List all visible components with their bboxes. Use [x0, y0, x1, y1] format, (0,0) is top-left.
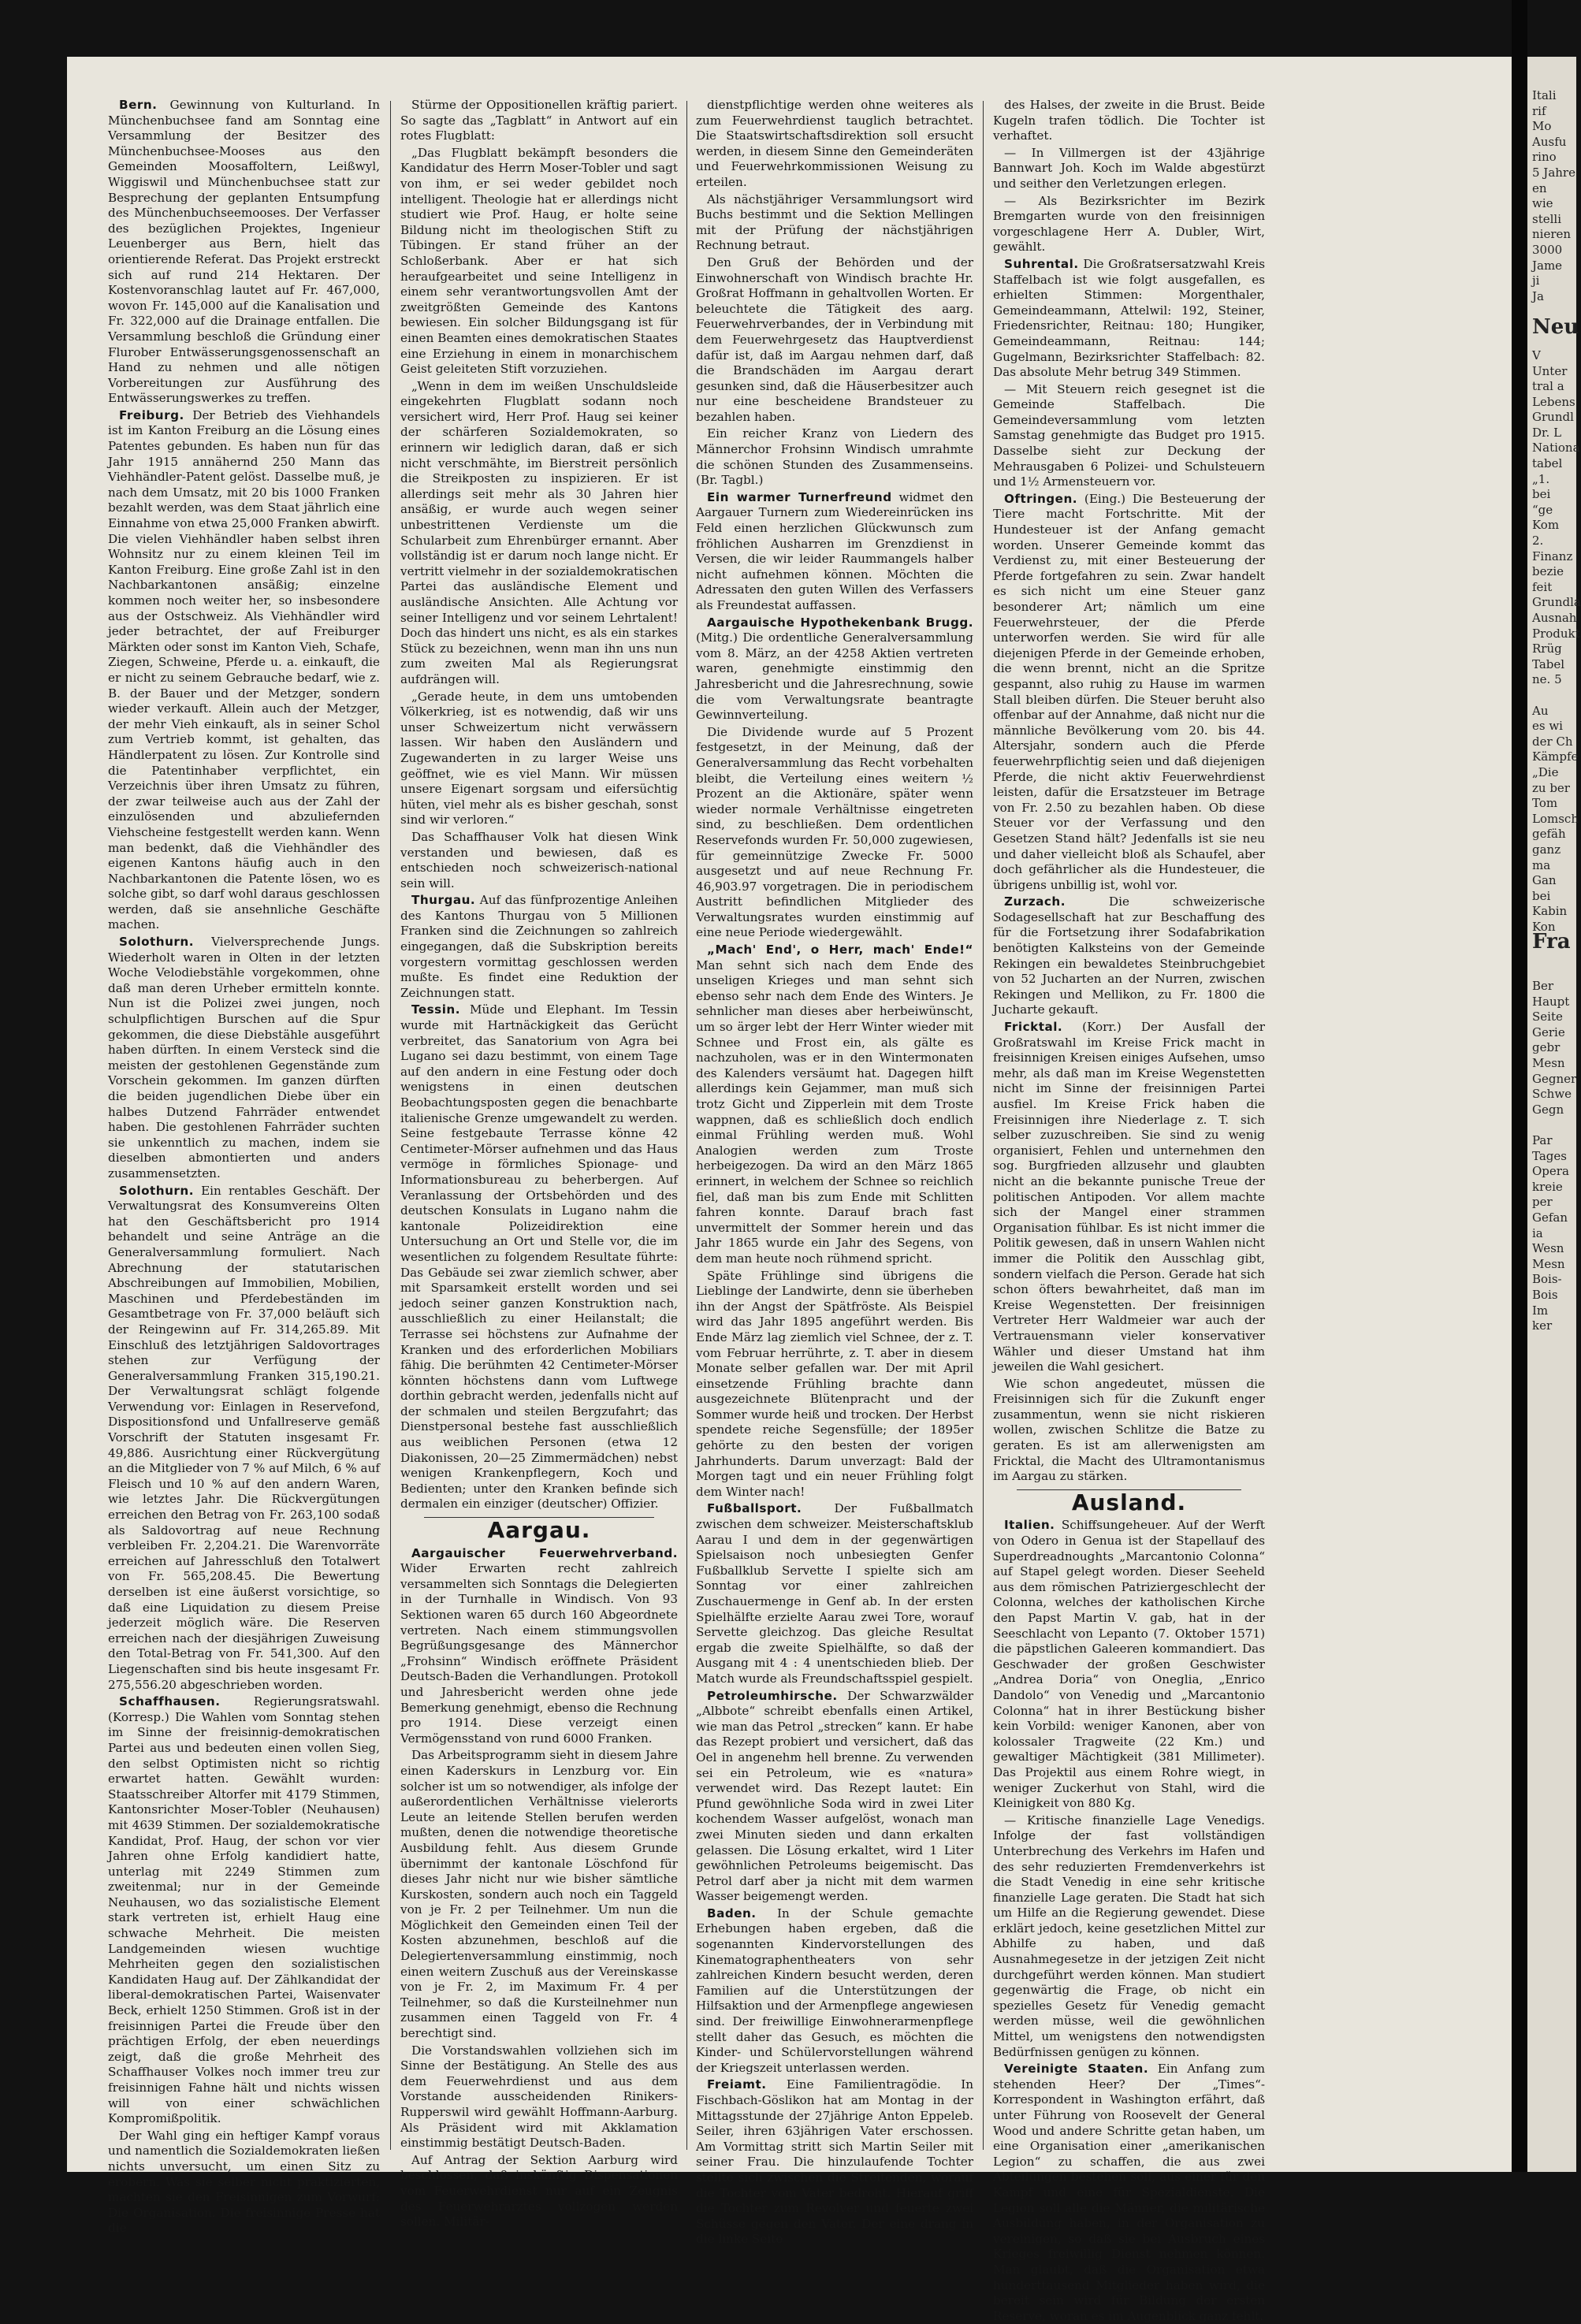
adjacent-text-line: Schwe: [1532, 1087, 1572, 1102]
adjacent-text-line: der Ch: [1532, 734, 1573, 749]
article-text: Auf Antrag der Sektion Aarburg wird beschlossen, daß inskünftig Dispensationen vom Feuerwehrdienst nur auf ein Zeugnis des Feuerwehrarztes vollzogen werden sollen. Militär-: [400, 2152, 678, 2229]
adjacent-text-line: ne. 5: [1532, 672, 1562, 687]
adjacent-text-line: Rrüg: [1532, 641, 1562, 656]
article-paragraph: [400, 690, 678, 828]
adjacent-text-line: Au: [1532, 703, 1549, 718]
article-dateline: Fußballsport.: [707, 1501, 802, 1516]
article-paragraph: [400, 2153, 678, 2230]
adjacent-text-line: Kon: [1532, 919, 1556, 934]
article-text: widmet den Aargauer Turnern zum Wiedereinrücken ins Feld einen herzlichen Glückwunsch zum fröhlichen Ausharren im Grenzdienst in Versen, die wir leider Raummangels halber nicht aufnehmen können. Möchten die Adressaten den guten Willen des Verfassers als Freundestat auffassen.: [696, 489, 973, 612]
section-heading: Ausland.: [1071, 1489, 1187, 1515]
article-text: Späte Frühlinge sind übrigens die Lieblinge der Landwirte, denn sie überheben ihn der Angst der Spätfröste. Als Beispiel wird das Jahr 1895 angeführt werden. Bis Ende März lag ziemlich viel Schnee, der z. T. vom Februar herrührte, z. T. aber in diesem Monate selber gefallen war. Der mit April einsetzende Frühling brachte dann ausgezeichnete Blütenpracht und der Sommer wurde heiß und trocken. Der Herbst spendete reiche Segensfülle; der 1895er gehörte zu den besten der vorigen Jahrhunderts. Darum unverzagt: Bald der Morgen tagt und ein neuer Frühling folgt dem Winter nach!: [696, 1268, 973, 1499]
adjacent-text-line: Dr. L: [1532, 425, 1562, 440]
adjacent-text-line: 3000: [1532, 242, 1563, 257]
article-dateline: Ein warmer Turnerfreund: [707, 489, 892, 504]
article-text: Vielversprechende Jungs. Wiederholt waren in Olten in der letzten Woche Velodiebstähle vorgekommen, ohne daß man deren Urheber ermitteln konnte. Nun ist die Polizei zwei jungen, noch schulpflichtigen Burschen auf die Spur gekommen, die diese Diebstähle ausgeführt haben dürften. In einem Versteck sind die meisten der gestohlenen Gegenstände zum Vorschein gekommen. Im ganzen dürften die beiden jugendlichen Diebe über ein halbes Dutzend Fahrräder entwendet haben. Die gestohlenen Fahrräder suchten sie unkenntlich zu machen, indem sie dieselben abmontierten und anders zusammensetzten.: [108, 935, 380, 1181]
adjacent-text-line: Grundla: [1532, 595, 1581, 610]
article-text: — Als Bezirksrichter im Bezirk Bremgarten wurde von den freisinnigen vorgeschlagene Herr A. Dubler, Wirt, gewählt.: [993, 193, 1265, 255]
article-dateline: Freiamt.: [707, 2077, 767, 2092]
adjacent-text-line: 2.: [1532, 534, 1544, 548]
adjacent-text-line: ia: [1532, 1225, 1543, 1240]
article-text: Die Dividende wurde auf 5 Prozent festgesetzt, in der Meinung, daß der Generalversammlung das Recht vorbehalten bleibt, die Verteilung eines weitern ½ Prozent an die Aktionäre, später wenn wieder normale Verhältnisse eingetreten sind, zu beschließen. Dem ordentlichen Reservefonds wurden Fr. 50,000 zugewiesen, für gemeinnützige Zwecke Fr. 5000 ausgesetzt und auf neue Rechnung Fr. 46,903.97 vorgetragen. Die in periodischem Austritt befindlichen Mitglieder des Verwaltungsrates wurden einstimmig auf eine neue Periode wiedergewählt.: [696, 724, 973, 940]
article-text: (Korr.) Der Ausfall der Großratswahl im Kreise Frick macht in freisinnigen Kreisen einiges Aufsehen, umso mehr, als daß man im Kreise Wegenstetten nicht im Sinne der freisinnigen Partei ausfiel. Im Kreise Frick haben die Freisinnigen ihre Niederlage z. T. sich selber zuzuschreiben. Sie sind zu wenig organisiert, Fehlen und unternehmen den sog. Burgfrieden allzusehr und glaubten nicht an die bekannte punische Treue der politischen Antipoden. Vor allem machte sich der Mangel einer strammen Organisation fühlbar. Es ist nicht immer die Politik gewesen, daß in unsern Wahlen nicht immer die Politik den Ausschlag gibt, sondern vielfach die Person. Gerade hat sich schon öfters bewahrheitet, daß man im Kreise Wegenstetten. Der freisinnigen Vertreter Herr Waldmeier war auch der Vertrauensmann vieler konservativer Wähler und dieser Umstand hat ihm jeweilen die Wahl gesichert.: [993, 1020, 1265, 1374]
article-text: — Mit Steuern reich gesegnet ist die Gemeinde Staffelbach. Die Gemeindeversammlung vom letzten Samstag genehmigte das Budget pro 1915. Dasselbe sieht zur Deckung der Mehrausgaben 6 Polizei- und Schulsteuern und 1½ Armensteuern vor.: [993, 381, 1265, 489]
article-text: Auf das fünfprozentige Anleihen des Kantons Thurgau von 5 Millionen Franken sind die Zeichnungen so zahlreich eingegangen, daß die Subskription bereits vorgestern vormittag geschlossen werden mußte. Es findet eine Reduktion der Zeichnungen statt.: [400, 893, 678, 1000]
article-paragraph: [993, 2062, 1265, 2324]
article-paragraph: [400, 1748, 678, 2041]
article-paragraph: [696, 255, 973, 426]
article-text: Ein Anfang zum stehenden Heer? Der „Times“-Korrespondent in Washington erfährt, daß unter Führung von Roosevelt der General Wood und andere Schritte getan haben, um eine Organisation einer „amerikanischen Legion“ zu schaffen, die aus zwei Abteilungen bestehen soll, aus einer für den Kampf und eine für Spezialdienste. Die Legion soll alle die Männer, die militärische Ausbildung haben, in der Organisation zu vereinigen, so daß sie bei Ausbruch eines Krieges freiwillig Dienst nehmen können. Man glaubt, daß die Organisation etwa hunderttausend Mitglieder haben wird, die bereit sein wird für Bildung der ersten Reserve, woran es im Augenblick ganz fehlt.: [993, 2062, 1265, 2323]
adjacent-text-line: „1.: [1532, 471, 1550, 486]
newspaper-page: [67, 57, 1512, 2323]
article-text: des Halses, der zweite in die Brust. Beide Kugeln trafen tödlich. Die Tochter ist verhaftet.: [993, 98, 1265, 143]
article-dateline: Suhrental.: [1004, 256, 1079, 271]
article-text: (Mitg.) Die ordentliche Generalversammlung vom 8. März, an der 4258 Aktien vertreten waren, genehmigte einstimmig den Jahresbericht und die Jahresrechnung, sowie die vom Verwaltungsrate beantragte Gewinnverteilung.: [696, 630, 973, 723]
adjacent-text-line: kreie: [1532, 1179, 1563, 1194]
adjacent-text-line: Tages: [1532, 1148, 1567, 1163]
column-4: [993, 98, 1265, 2323]
article-paragraph: [400, 893, 678, 1001]
article-text: Der Wahl ging ein heftiger Kampf voraus und namentlich die Sozialdemokraten ließen nichts unversucht, um einen Sitz zu erobern. Was sie selber nicht praktizierten, machten sie den Freisinnigen zum Vorwurf: Die Organisation. Die freisinnige Presse hat die: [108, 2128, 380, 2236]
article-paragraph: [993, 257, 1265, 381]
article-text: Regierungsratswahl. (Korresp.) Die Wahlen vom Sonntag stehen im Sinne der freisinnig-demokratischen Partei aus und bedeuten einen vollen Sieg, den selbst Optimisten nicht so richtig erwartet hatten. Gewählt wurden: Staatsschreiber Altorfer mit 4179 Stimmen, Kantonsrichter Moser-Tobler (Neuhausen) mit 4639 Stimmen. Der sozialdemokratische Kandidat, Prof. Haug, der schon vor vier Jahren ohne Erfolg kandidiert hatte, unterlag mit 2249 Stimmen zum zweitenmal; nur in der Gemeinde Neuhausen, wo das sozialistische Element stark vertreten ist, erhielt Haug eine schwache Mehrheit. Die meisten Landgemeinden wiesen wuchtige Mehrheiten gegen den sozialistischen Kandidaten Haug auf. Der Zählkandidat der liberal-demokratischen Partei, Waisenvater Beck, erhielt 1250 Stimmen. Groß ist in der freisinnigen Partei die Freude über den prächtigen Erfolg, der eben neuerdings zeigt, daß die große Mehrheit des Schaffhauser Volkes noch immer treu zur freisinnigen Fahne hält und nichts wissen will von einer schwächlichen Kompromißpolitik.: [108, 1694, 380, 2126]
article-text: Das Schaffhauser Volk hat diesen Wink verstanden und bewiesen, daß es entschieden noch schweizerisch-national sein will.: [400, 829, 678, 891]
article-dateline: Thurgau.: [411, 893, 476, 908]
article-paragraph: [993, 194, 1265, 255]
article-paragraph: [993, 1020, 1265, 1375]
adjacent-text-line: Bois-: [1532, 1272, 1562, 1287]
article-dateline: Petroleumhirsche.: [707, 1688, 838, 1703]
article-text: Eine Familientragödie. In Fischbach-Göslikon hat am Montag in der Mittagsstunde der 27jährige Anton Eppeleb. Seiler, ihren 63jährigen Vater erschossen. Am Vormittag stritt sich Martin Seiler mit seiner Frau. Die hinzulaufende Tochter stellte sich zwischen die Streitenden, worauf die Tochter vom Vater bedroht. Hierauf griff die Tochter zum Revolver und feuerte zwei Schüsse gegen den Vater. Der eine drang in die linke Seite: [696, 2077, 973, 2247]
adjacent-text-line: Unter: [1532, 363, 1568, 378]
article-text: Ein rentables Geschäft. Der Verwaltungsrat des Konsumvereins Olten hat den Geschäftsbericht pro 1914 behandelt und seine Anträge an die Generalversammlung formuliert. Nach Abrechnung der statutarischen Abschreibungen auf Immobilien, Mobilien, Maschinen und Pferdebeständen im Gesamtbetrage von Fr. 37,000 beläuft sich der Reingewinn auf Fr. 314,265.89. Mit Einschluß des letztjährigen Saldovortrages stehen zur Verfügung der Generalversammlung Franken 315,190.21. Der Verwaltungsrat schlägt folgende Verwendung vor: Einlagen in Reservefond, Dispositionsfond und Unfallreserve gemäß Vorschrift der Statuten insgesamt Fr. 49,886. Ausrichtung einer Rückvergütung an die Mitglieder von 7 % auf Milch, 6 % auf Fleisch und 10 % auf den andern Waren, wie letztes Jahr. Die Rückvergütungen erreichen den Betrag von Fr. 263,100 sodaß als Saldovortrag auf neue Rechnung verbleiben Fr. 2,204.21. Die Warenvorräte erreichen auf Jahresschluß den Totalwert von Fr. 565,208.45. Die Bewertung derselben ist eine äußerst vorsichtige, so daß eine Liquidation zu diesem Preise jederzeit möglich wäre. Die Reserven erreichen nach der diesjährigen Zuweisung den Total-Betrag von Fr. 541,300. Auf den Liegenschaften sind bis heute insgesamt Fr. 275,556.20 abgeschrieben worden.: [108, 1183, 380, 1692]
article-paragraph: [400, 2043, 678, 2151]
article-text: Der Fußballmatch zwischen dem schweizer. Meisterschaftsklub Aarau I und dem in der gegenwärtigen Spielsaison noch unbesiegten Genfer Fußballklub Servette I spielte sich am Sonntag vor einer zahlreichen Zuschauermenge in Genf ab. In der ersten Spielhälfte erzielte Aarau zwei Tore, worauf Servette gleichzog. Das gleiche Resultat ergab die zweite Spielhälfte, so daß der Ausgang mit 4 : 4 unentschieden blieb. Der Match wurde als Freundschaftsspiel gespielt.: [696, 1501, 973, 1686]
adjacent-text-line: [1532, 1117, 1576, 1133]
article-text: Die Vorstandswahlen vollziehen sich im Sinne der Bestätigung. An Stelle des aus dem Feuerwehrdienst und aus dem Vorstande ausscheidenden Rinikers-Rupperswil wird gewählt Hoffmann-Aarburg. Als Präsident wird mit Akklamation einstimmig bestätigt Deutsch-Baden.: [400, 2043, 678, 2151]
article-dateline: Oftringen.: [1004, 491, 1078, 506]
adjacent-text-line: Neu: [1532, 314, 1579, 339]
article-paragraph: [696, 426, 973, 488]
article-dateline: „Mach' End', o Herr, mach' Ende!“: [707, 943, 973, 957]
article-text: (Eing.) Die Besteuerung der Tiere macht Fortschritte. Mit der Hundesteuer ist der Anfang gemacht worden. Unserer Gemeinde kommt das Verdienst zu, mit einer Besteuerung der Pferde fortgefahren zu sein. Zwar handelt es sich nicht um eine Steuer ganz besonderer Art; nämlich um eine Feuerwehrsteuer, der die Pferde unterworfen werden. Sie wird für alle diejenigen Pferde in der Gemeinde erhoben, die wenn brennt, nicht an die Spritze gespannt, also ruhig zu Hause im warmen Stall bleiben dürfen. Die Steuer beruht also offenbar auf der Annahme, daß nicht nur die männliche Bevölkerung vom 20. bis 44. Altersjahr, sondern auch die Pferde feuerwehrpflichtig seien und daß diejenigen Pferde, die nicht aktiv Feuerwehrdienst leisten, dafür die Ersatzsteuer im Betrage von Fr. 2.50 zu bezahlen haben. Ob diese Steuer vor der Verfassung und den Gesetzen Stand hält? Jedenfalls ist sie neu und daher vielleicht bloß als Schaufel, aber doch gefährlicher als die Hundesteuer, die übrigens unbillig ist, wohl vor.: [993, 491, 1265, 892]
adjacent-text-line: Itali: [1532, 88, 1557, 102]
article-text: Der Schwarzwälder „Albbote“ schreibt ebenfalls einen Artikel, wie man das Petrol „strecken“ kann. Er habe das Rezept probiert und versichert, daß das Oel in angenehm hell brenne. Zu verwenden sei ein Petroleum, wie es «natura» verwendet wird. Das Rezept lautet: Ein Pfund gewöhnliche Soda wird in zwei Liter kochendem Wasser aufgelöst, wonach man zwei Minuten sieden und dann erkalten gelassen. Die Lösung erkaltet, wird 1 Liter gewöhnlichen Petroleums beigemischt. Das Petrol darf aber ja nicht mit dem warmen Wasser beigemengt werden.: [696, 1688, 973, 1904]
adjacent-text-line: Gegn: [1532, 1102, 1564, 1117]
column-2: [400, 98, 678, 2229]
adjacent-text-line: 5 Jahre: [1532, 165, 1575, 180]
article-dateline: Solothurn.: [119, 935, 194, 950]
article-text: Die schweizerische Sodagesellschaft hat zur Beschaffung des für die Fortsetzung ihrer Sodafabrikation benötigten Kalksteins von der Gemeinde Rekingen ein bewaldetes Steinbruchgebiet von 52 Jucharten an der Nurren, zwischen Rekingen und Mellikon, zu Fr. 1800 die Jucharte gekauft.: [993, 894, 1265, 1017]
article-dateline: Aargauischer Feuerwehrverband.: [411, 1545, 678, 1560]
adjacent-text-line: stelli: [1532, 211, 1561, 226]
article-paragraph: [400, 830, 678, 891]
adjacent-text-line: per: [1532, 1195, 1553, 1210]
adjacent-text-line: Finanz: [1532, 548, 1573, 563]
adjacent-text-line: Ja: [1532, 288, 1544, 303]
adjacent-text-line: Opera: [1532, 1164, 1569, 1179]
adjacent-text-line: Grundl: [1532, 410, 1574, 425]
adjacent-text-line: Kom: [1532, 518, 1560, 533]
article-text: Gewinnung von Kulturland. In Münchenbuchsee fand am Sonntag eine Versammlung der Besitzer des Münchenbuchsee-Mooses aus den Gemeinden Moosaffoltern, Leißwyl, Wiggiswil und Münchenbuchsee statt zur Besprechung der geplanten Entsumpfung des Münchenbuchseemooses. Der Verfasser des bezüglichen Projektes, Ingenieur Leuenberger aus Bern, hielt das orientierende Referat. Das Projekt erstreckt sich auf rund 214 Hektaren. Der Kostenvoranschlag lautet auf Fr. 467,000, wovon Fr. 145,000 auf die Kanalisation und Fr. 322,000 auf die Drainage entfallen. Die Versammlung beschloß die Gründung einer Flurober Entwässerungsgenossenschaft an Hand zu nehmen und alle nötigen Vorbereitungen zur Ausführung des Entwässerungswerkes zu treffen.: [108, 98, 380, 406]
adjacent-text-line: Gan: [1532, 873, 1557, 888]
adjacent-text-line: bei: [1532, 888, 1551, 903]
article-text: Müde und Elephant. Im Tessin wurde mit Hartnäckigkeit das Gerücht verbreitet, das Sanatorium von Agra bei Lugano sei dazu bestimmt, von einem Tage auf den andern in eine Festung oder doch wenigstens in einen deutschen Beobachtungsposten gegen die benachbarte italienische Grenze umgewandelt zu werden. Seine festgebaute Terrasse könne 42 Centimeter-Mörser aufnehmen und das Haus vermöge in förmliches Spionage- und Informationsbureau zu beherbergen. Auf Veranlassung der Ortsbehörden und des deutschen Konsulats in Lugano nahm die kantonale Polizeidirektion eine Untersuchung an Ort und Stelle vor, die im wesentlichen zu folgendem Resultate führte: Das Gebäude sei zwar ziemlich schwer, aber mit Sparsamkeit erstellt worden und sei jedoch seiner ganzen Konstruktion nach, ausschließlich zu einer Heilanstalt; die Terrasse sei höchstens zur Aufnahme der Kranken und des erforderlichen Mobiliars fähig. Die berühmten 42 Centimeter-Mörser könnten höchstens dann vom Luftwege dorthin gebracht werden, jedenfalls nicht auf der schmalen und steilen Bergzufahrt; das Dienstpersonal bestehe fast ausschließlich aus weiblichen Personen (etwa 12 Diakonissen, 20—25 Zimmermädchen) nebst wenigen Krankenpflegern, Koch und Bedienten; unter den Kranken befinde sich dermalen ein einziger (deutscher) Offizier.: [400, 1002, 678, 1512]
article-text: dienstpflichtige werden ohne weiteres als zum Feuerwehrdienst tauglich betrachtet. Die Staatswirtschaftsdirektion soll ersucht werden, in diesem Sinne den Gemeinderäten und Feuerwehrkommissionen Weisung zu erteilen.: [696, 98, 973, 189]
adjacent-text-line: Gerie: [1532, 1024, 1565, 1039]
article-paragraph: [696, 943, 973, 1266]
article-paragraph: [400, 1002, 678, 1512]
adjacent-text-line: Lebens: [1532, 394, 1575, 409]
adjacent-text-line: [1532, 688, 1576, 704]
article-paragraph: [108, 408, 380, 933]
adjacent-text-line: ma: [1532, 857, 1551, 872]
article-paragraph: [696, 1906, 973, 2077]
article-dateline: Schaffhausen.: [119, 1694, 221, 1709]
adjacent-page-edge: [1527, 57, 1581, 2172]
article-text: Das Arbeitsprogramm sieht in diesem Jahre einen Kaderskurs in Lenzburg vor. Ein solcher ist um so notwendiger, als infolge der außerordentlichen Verhältnisse vielerorts Leute an leitende Stellen berufen werden mußten, denen die notwendige theoretische Ausbildung fehlt. Aus diesem Grunde übernimmt der kantonale Löschfond für dieses Jahr nicht nur wie bisher sämtliche Kurskosten, sondern auch noch ein Taggeld von je Fr. 2 per Teilnehmer. Um nun die Möglichkeit den Gemeinden einen Teil der Kosten abzunehmen, beschloß auf die Delegiertenversammlung einstimmig, noch einen weitern Zuschuß aus der Vereinskasse von je Fr. 2, im Maximum Fr. 4 per Teilnehmer, so daß die Kursteilnehmer nun zusammen einen Taggeld von Fr. 4 berechtigt sind.: [400, 1748, 678, 2041]
adjacent-text-line: Haupt: [1532, 994, 1570, 1009]
article-dateline: Bern.: [119, 98, 158, 112]
adjacent-page-text: [1527, 57, 1581, 1334]
adjacent-text-line: Mo: [1532, 119, 1552, 134]
article-paragraph: [108, 1694, 380, 2127]
article-paragraph: [993, 894, 1265, 1018]
article-dateline: Aargauische Hypothekenbank Brugg.: [707, 615, 973, 630]
article-text: Man sehnt sich nach dem Ende des unseligen Krieges und man sehnt sich ebenso sehr nach dem Ende des Winters. Je sehnlicher man dieses aber herbeiwünscht, um so ärger lebt der Herr Winter wieder mit Schnee und Frost ein, als gälte es nachzuholen, was er in den Wintermonaten des Kalenders versäumt hat. Dagegen hilft allerdings kein Gejammer, man muß sich trotz Gicht und Zipperlein mit dem Troste wappnen, daß es schließlich doch endlich einmal Frühling werden muß. Wohl Analogien werden zum Troste herbeigezogen. Da wird an den März 1865 erinnert, in welchem der Schnee so reichlich fiel, daß man bis zum Ende mit Schlitten fahren konnte. Darauf brach fast unvermittelt der Sommer herein und das Jahr 1865 wurde ein Jahr des Segens, von dem man heute noch rühmend spricht.: [696, 957, 973, 1266]
adjacent-text-line: bei: [1532, 487, 1551, 502]
article-paragraph: [696, 1689, 973, 1905]
adjacent-text-line: Ber: [1532, 979, 1554, 994]
article-text: Wider Erwarten recht zahlreich versammelten sich Sonntags die Delegierten in der Turnhalle in Windisch. Von 93 Sektionen waren 65 durch 160 Abgeordnete vertreten. Nach einem stimmungsvollen Begrüßungsgesange des Männerchor „Frohsinn“ Windisch eröffnete Präsident Deutsch-Baden die Verhandlungen. Protokoll und Jahresbericht werden ohne jede Bemerkung genehmigt, ebenso die Rechnung pro 1914. Diese verzeigt einen Vermögensstand von rund 6000 Franken.: [400, 1561, 678, 1746]
article-text: „Das Flugblatt bekämpft besonders die Kandidatur des Herrn Moser-Tobler und sagt von ihm, er sei weder gebildet noch intelligent. Theologie hat er allerdings nicht studiert wie Prof. Haug, er holte seine Bildung nicht im theologischen Stift zu Tübingen. Er stand früher an der Schloßerbank. Aber er hat sich heraufgearbeitet und seine Intelligenz in einem sehr verantwortungsvollen Amt der zweitgrößten Gemeinde des Kantons bewiesen. Ein solcher Bildungsgang ist für einen Beamten eines demokratischen Staates eine Erziehung in einem in monarchischem Geist geleiteten Stift vorzuziehen.: [400, 145, 678, 377]
article-paragraph: [108, 98, 380, 407]
article-paragraph: [696, 725, 973, 941]
adjacent-text-line: gefäh: [1532, 827, 1566, 842]
article-paragraph: [696, 490, 973, 614]
adjacent-text-line: wie: [1532, 196, 1553, 211]
article-text: „Gerade heute, in dem uns umtobenden Völkerkrieg, ist es notwendig, daß wir uns unser Schweizertum nicht verwässern lassen. Wir haben den Ausländern und Zugewanderten in zu larger Weise uns geöffnet, wie es viel Mann. Wir müssen unsere Eigenart sorgsam und eifersüchtig hüten, viel mehr als es bisher geschah, sonst sind wir verloren.“: [400, 689, 678, 827]
article-paragraph: [993, 1813, 1265, 2061]
article-paragraph: [696, 98, 973, 191]
adjacent-text-line: Seite: [1532, 1010, 1563, 1024]
adjacent-text-line: Lomsch: [1532, 811, 1579, 826]
adjacent-text-line: Tom: [1532, 796, 1558, 811]
article-text: Als nächstjähriger Versammlungsort wird Buchs bestimmt und die Sektion Mellingen mit der Prüfung der nächstjährigen Rechnung betraut.: [696, 191, 973, 253]
adjacent-text-line: Jame: [1532, 258, 1563, 273]
adjacent-text-line: Gefan: [1532, 1210, 1568, 1225]
article-text: Die Großratsersatzwahl Kreis Staffelbach ist wie folgt ausgefallen, es erhielten Stimmen: Morgenthaler, Gemeindeammann, Attelwil: 192, Steiner, Friedensrichter, Reitnau: 180; Hungiker, Gemeindeammann, Reitnau: 144; Gugelmann, Bezirksrichter Staffelbach: 82. Das absolute Mehr betrug 349 Stimmen.: [993, 256, 1265, 380]
article-paragraph: [993, 492, 1265, 893]
adjacent-text-line: tabel: [1532, 456, 1563, 471]
adjacent-text-line: zu ber: [1532, 780, 1570, 795]
adjacent-text-line: Im: [1532, 1303, 1549, 1318]
adjacent-text-line: Nationa: [1532, 441, 1580, 456]
adjacent-text-line: en: [1532, 180, 1547, 195]
article-dateline: Baden.: [707, 1906, 757, 1921]
section-heading: Aargau.: [487, 1517, 591, 1544]
article-text: Den Gruß der Behörden und der Einwohnerschaft von Windisch brachte Hr. Großrat Hoffmann in gehaltvollen Worten. Er beleuchtete die Tätigkeit des aarg. Feuerwehrverbandes, der in Verbindung mit dem Feuerwehrgesetz das Hauptverdienst dafür ist, daß im Aargau nehmen darf, daß die Brandschäden im Aargau derart gesunken sind, daß die Häuserbesitzer auch nur eine bescheidene Brandsteuer zu bezahlen haben.: [696, 255, 973, 424]
adjacent-text-line: Tabel: [1532, 656, 1565, 671]
article-dateline: Fricktal.: [1004, 1020, 1063, 1035]
column-3: [696, 98, 973, 2247]
column-1: [108, 98, 380, 2236]
adjacent-text-line: Mesn: [1532, 1056, 1565, 1071]
adjacent-text-line: Produkt: [1532, 626, 1580, 641]
article-paragraph: [993, 98, 1265, 144]
article-dateline: Freiburg.: [119, 407, 184, 422]
article-dateline: Solothurn.: [119, 1183, 194, 1198]
article-paragraph: [696, 2077, 973, 2248]
article-text: Ein reicher Kranz von Liedern des Männerchor Frohsinn Windisch umrahmte die schönen Stunden des Zusammenseins. (Br. Tagbl.): [696, 426, 973, 488]
adjacent-text-line: tral a: [1532, 379, 1564, 394]
article-paragraph: [400, 1546, 678, 1747]
adjacent-text-line: rino: [1532, 150, 1557, 165]
article-paragraph: [108, 2129, 380, 2237]
adjacent-text-line: „Die: [1532, 764, 1559, 779]
adjacent-text-line: Wesn: [1532, 1241, 1564, 1256]
article-text: Stürme der Oppositionellen kräftig pariert. So sagte das „Tagblatt“ in Antwort auf ein rotes Flugblatt:: [400, 98, 678, 143]
adjacent-text-line: Bois: [1532, 1287, 1558, 1302]
column-divider: [390, 101, 391, 2150]
adjacent-text-line: Ausfu: [1532, 134, 1567, 149]
adjacent-text-line: Fra: [1532, 930, 1571, 954]
adjacent-text-line: V: [1532, 348, 1541, 363]
adjacent-text-line: ker: [1532, 1318, 1553, 1333]
adjacent-text-line: ganz: [1532, 842, 1561, 857]
article-paragraph: [400, 146, 678, 377]
adjacent-text-line: bezie: [1532, 564, 1564, 579]
adjacent-text-line: Ausnah: [1532, 611, 1577, 625]
adjacent-text-line: Kabin: [1532, 904, 1568, 919]
article-text: „Wenn in dem im weißen Unschuldsleide eingekehrten Flugblatt sodann noch versichert wird, Herr Prof. Haug sei keiner der schärferen Sozialdemokraten, so erinnern wir lediglich daran, daß er sich nicht verschmähte, im Bierstreit persönlich die Streikposten zu inspizieren. Er ist allerdings seit mehr als 30 Jahren hier ansäßig, er wurde auch wegen seiner unbestrittenen Verdienste um die Schularbeit zum Ehrenbürger ernannt. Aber vollständig ist er darum noch lange nicht. Er vertritt vielmehr in der sozialdemokratischen Partei das ausländische Element und ausländische Ansichten. Alle Achtung vor seiner Intelligenz und vor seinem Lehrtalent! Doch das hindert uns nicht, es als ein starkes Stück zu bezeichnen, wenn man ihn uns nun zum zweiten Mal als Regierungsrat aufdrängen will.: [400, 378, 678, 686]
article-paragraph: [993, 382, 1265, 490]
adjacent-text-line: gebr: [1532, 1040, 1561, 1055]
article-text: In der Schule gemachte Erhebungen haben ergeben, daß die sogenannten Kindervorstellungen des Kinematographentheaters von sehr zahlreichen Kindern besucht werden, deren Familien auf die Unterstützungen der Hilfsaktion und der Armenpflege angewiesen sind. Der freiwillige Einwohnerarmenpflege stellt daher das Gesuch, es möchten die Kinder- und Schülervorstellungen während der Kriegszeit unterlassen werden.: [696, 1906, 973, 2075]
adjacent-text-line: “ge: [1532, 502, 1553, 517]
article-dateline: Vereinigte Staaten.: [1004, 2062, 1149, 2077]
column-divider: [983, 101, 984, 2150]
article-paragraph: [108, 935, 380, 1182]
adjacent-text-line: Par: [1532, 1133, 1553, 1147]
adjacent-text-line: es wi: [1532, 719, 1563, 734]
article-text: Wie schon angedeutet, müssen die Freisinnigen sich für die Zukunft enger zusammentun, wenn sie nicht riskieren wollen, zwischen Schlitze die Batze zu geraten. Es ist am allerwenigsten am Fricktal, die Macht des Ultramontanismus im Aargau zu stärken.: [993, 1376, 1265, 1484]
article-text: — In Villmergen ist der 43jährige Bannwart Joh. Koch im Walde abgestürzt und seither den Verletzungen erlegen.: [993, 145, 1265, 191]
article-text: Schiffsungeheuer. Auf der Werft von Odero in Genua ist der Stapellauf des Superdreadnoughts „Marcantonio Colonna“ auf Stapel gelegt worden. Dieser Seeheld aus dem römischen Patriziergeschlecht der Colonna, welches der katholischen Kirche den Papst Martin V. gab, hat in der Seeschlacht von Lepanto (7. Oktober 1571) die päpstlichen Galeeren kommandiert. Das Geschwader der großen Geschwister „Andrea Doria“ von Oneglia, „Enrico Dandolo“ von Venedig und „Marcantonio Colonna“ hat in ihrer Bestückung bisher kein Vorbild: weniger Kanonen, aber von kolossaler Tragweite (22 Km.) und gewaltiger Mächtigkeit (381 Millimeter). Das Projektil aus einem Rohre wiegt, in weniger Zuckerhut von Stahl, wird die Kleinigkeit von 880 Kg.: [993, 1518, 1265, 1811]
adjacent-text-line: Mesn: [1532, 1256, 1565, 1271]
article-text: — Kritische finanzielle Lage Venedigs. Infolge der fast vollständigen Unterbrechung des Verkehrs im Hafen und des sehr reduzierten Fremdenverkehrs ist die Stadt Venedig in eine sehr kritische finanzielle Lage geraten. Die Stadt hat sich um Hilfe an die Regierung gewendet. Diese erklärt jedoch, keine gesetzlichen Mittel zur Abhilfe zu haben, und daß Ausnahmegesetze in der jetzigen Zeit nicht durchgeführt werden können. Man studiert gegenwärtig die Frage, ob nicht ein spezielles Gesetz für Venedig gemacht werden müsse, weil die gewöhnlichen Mittel, um wenigstens den notwendigsten Bedürfnissen genügen zu können.: [993, 1813, 1265, 2059]
book-spine: [1512, 0, 1527, 2172]
article-paragraph: [993, 1377, 1265, 1485]
article-paragraph: [993, 146, 1265, 192]
article-dateline: Italien.: [1004, 1518, 1055, 1533]
article-dateline: Tessin.: [411, 1002, 461, 1017]
article-paragraph: [108, 1184, 380, 1694]
adjacent-text-line: ji: [1532, 273, 1540, 288]
adjacent-text-line: [1532, 963, 1576, 979]
article-dateline: Zurzach.: [1004, 894, 1066, 909]
adjacent-text-line: Gegner: [1532, 1071, 1577, 1086]
column-divider: [686, 101, 687, 2150]
article-paragraph: [696, 1269, 973, 1500]
article-paragraph: [993, 1518, 1265, 1811]
adjacent-text-line: rif: [1532, 103, 1546, 118]
article-paragraph: [696, 615, 973, 723]
article-paragraph: [400, 98, 678, 144]
article-paragraph: [696, 1501, 973, 1686]
article-paragraph: [696, 192, 973, 254]
article-paragraph: [400, 379, 678, 688]
adjacent-text-line: Kämpfe: [1532, 749, 1579, 764]
adjacent-text-line: nieren: [1532, 227, 1572, 242]
article-text: Der Betrieb des Viehhandels ist im Kanton Freiburg an die Lösung eines Patentes gebunden. Es haben nun für das Jahr 1915 annähernd 250 Mann das Viehhändler-Patent gelöst. Dasselbe muß, je nach dem Umsatz, mit 20 bis 1000 Franken bezahlt werden, was dem Staat jährlich eine Einnahme von etwa 25,000 Franken abwirft. Die vielen Viehhändler haben selbst ihren Wohnsitz nur zu einem kleinen Teil im Kanton Freiburg. Eine große Zahl ist in den Nachbarkantonen ansäßig; einzelne kommen noch weiter her, so insbesondere aus der Ostschweiz. Als Viehhändler wird jeder betrachtet, der auf Freiburger Märkten oder sonst im Kanton Vieh, Schafe, Ziegen, Schweine, Pferde u. a. einkauft, die er nicht zu seinem Gebrauche bedarf, wie z. B. der Bauer und der Metzger, sondern wieder verkauft. Allein auch der Metzger, der mehr Vieh einkauft, als in seiner Schol zum Vertrieb kommt, ist gehalten, das Händlerpatent zu lösen. Zur Kontrolle sind die Patentinhaber verpflichtet, ein Verzeichnis über ihren Umsatz zu führen, der zwar teilweise auch aus der Zahl der einzulösenden und abzuliefernden Viehscheine festgestellt werden kann. Wenn man bedenkt, daß die Viehhändler des eigenen Kantons häufig auch in den Nachbarkantonen die Patente lösen, wo es solche gibt, so darf wohl daraus geschlossen werden, daß sie ansehnliche Geschäfte machen.: [108, 407, 380, 932]
adjacent-text-line: feit: [1532, 579, 1553, 594]
